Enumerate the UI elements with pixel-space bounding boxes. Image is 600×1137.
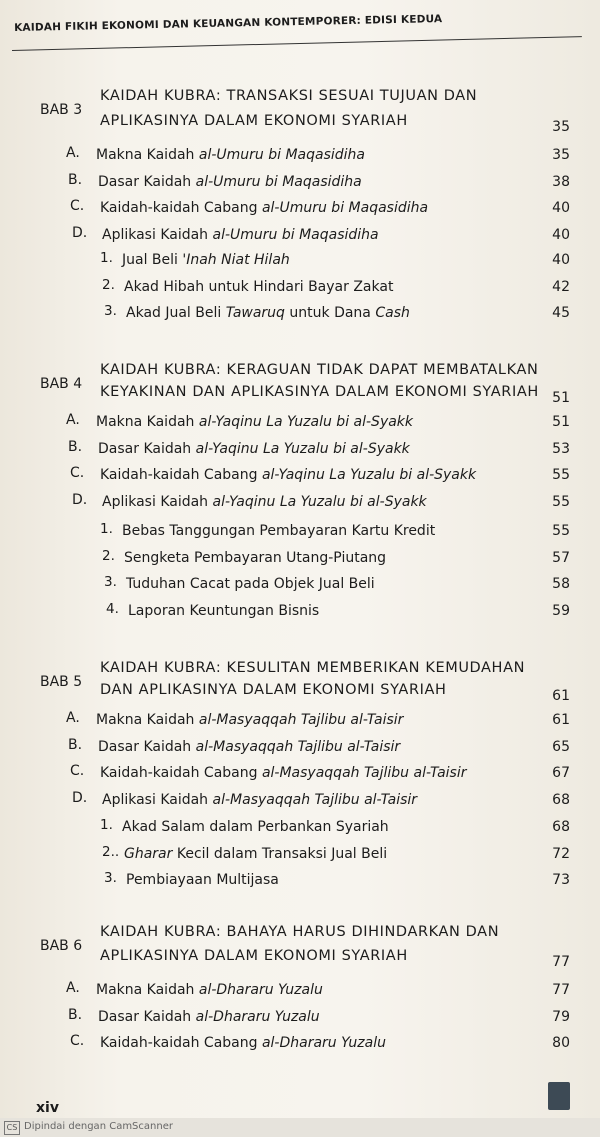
section-title-italic: al-Masyaqqah Tajlibu al-Taisir — [195, 738, 401, 755]
chapter-label: BAB 5 — [40, 674, 83, 690]
subsection-title — [128, 601, 319, 621]
subsection-number: 3. — [104, 574, 117, 590]
subsection-number: 2. — [102, 547, 115, 564]
section-page-number: 65 — [552, 738, 570, 755]
subsection-title — [126, 303, 410, 323]
subsection-title — [126, 574, 375, 594]
section-title — [96, 412, 413, 432]
section-page-number: 80 — [552, 1035, 570, 1051]
section-letter: B. — [68, 736, 83, 753]
section-title-italic: al-Masyaqqah Tajlibu al-Taisir — [212, 791, 418, 808]
section-page-number: 35 — [552, 147, 570, 163]
section-title — [100, 198, 428, 218]
section-title-text: Makna Kaidah — [96, 147, 199, 163]
section-letter: A. — [66, 980, 80, 996]
section-title-text: Dasar Kaidah — [98, 173, 196, 190]
section-title-italic: al-Umuru bi Maqasidiha — [195, 173, 362, 190]
section-title-italic: al-Yaqinu La Yuzalu bi al-Syakk — [212, 493, 427, 510]
subsection-number: 2. — [102, 276, 115, 293]
section-title-italic: al-Yaqinu La Yuzalu bi al-Syakk — [198, 414, 414, 430]
camscanner-logo-icon: CS — [4, 1121, 20, 1135]
chapter-page-number: 51 — [552, 390, 570, 406]
chapter-page-number: 77 — [552, 954, 570, 970]
subsection-title-text: Pembiayaan Multijasa — [126, 872, 279, 888]
section-title-italic: al-Yaqinu La Yuzalu bi al-Syakk — [261, 467, 477, 483]
subsection-title-text: Jual Beli — [122, 252, 183, 268]
section-letter: D. — [72, 224, 88, 241]
subsection-title-italic: 'Inah Niat Hilah — [182, 252, 290, 268]
chapter-title-line1: KAIDAH KUBRA: KERAGUAN TIDAK DAPAT MEMBATALKAN — [100, 362, 539, 378]
subsection-number: 1. — [100, 250, 113, 266]
section-letter: D. — [72, 789, 88, 806]
subsection-page-number: 55 — [552, 523, 570, 539]
subsection-title — [124, 277, 393, 297]
running-head-rule — [12, 36, 582, 51]
section-title — [96, 980, 323, 1000]
section-letter: B. — [68, 171, 83, 188]
section-title-italic: al-Dhararu Yuzalu — [195, 1008, 320, 1025]
section-title-text: Makna Kaidah — [96, 414, 199, 430]
subsection-number: 2.. — [102, 843, 120, 860]
subsection-title — [122, 521, 435, 541]
section-letter: C. — [70, 1033, 85, 1049]
subsection-title — [122, 250, 290, 270]
section-page-number: 55 — [552, 467, 570, 483]
section-letter: D. — [72, 491, 88, 508]
section-title-text: Kaidah-kaidah Cabang — [100, 765, 262, 781]
section-title-italic: al-Umuru bi Maqasidiha — [212, 226, 379, 243]
subsection-title-text: Sengketa Pembayaran Utang-Piutang — [124, 549, 387, 566]
subsection-title-tail: Kecil dalam Transaksi Jual Beli — [172, 845, 388, 862]
subsection-page-number: 68 — [552, 819, 570, 835]
section-page-number: 68 — [552, 791, 570, 808]
section-page-number: 53 — [552, 440, 570, 457]
section-title-italic: al-Masyaqqah Tajlibu al-Taisir — [198, 712, 404, 728]
subsection-title-italic: Tawaruq — [225, 305, 285, 321]
section-title — [96, 145, 365, 165]
section-title — [98, 439, 410, 459]
section-letter: C. — [70, 465, 85, 481]
section-title-text: Dasar Kaidah — [98, 738, 196, 755]
chapter-title-line2: APLIKASINYA DALAM EKONOMI SYARIAH — [100, 113, 408, 129]
section-title — [100, 763, 467, 783]
subsection-title — [122, 817, 389, 837]
section-title — [102, 492, 427, 512]
subsection-page-number: 58 — [552, 576, 570, 592]
section-page-number: 51 — [552, 414, 570, 430]
chapter-title-line1: KAIDAH KUBRA: TRANSAKSI SESUAI TUJUAN DAN — [100, 88, 478, 104]
section-title-italic: al-Dhararu Yuzalu — [198, 982, 323, 998]
section-title-italic: al-Umuru bi Maqasidiha — [261, 200, 429, 216]
subsection-title-italic: Gharar — [124, 845, 173, 862]
chapter-title-line1: KAIDAH KUBRA: KESULITAN MEMBERIKAN KEMUDAHAN — [100, 660, 526, 676]
section-title-text: Aplikasi Kaidah — [102, 226, 213, 243]
section-title-text: Aplikasi Kaidah — [102, 493, 213, 510]
section-page-number: 77 — [552, 982, 570, 998]
subsection-title-text: Bebas Tanggungan Pembayaran Kartu Kredit — [122, 523, 436, 539]
section-page-number: 55 — [552, 493, 570, 510]
section-title — [100, 1033, 386, 1053]
subsection-page-number: 59 — [552, 602, 570, 619]
section-letter: A. — [66, 412, 80, 428]
section-title-text: Dasar Kaidah — [98, 440, 196, 457]
section-title-text: Makna Kaidah — [96, 712, 199, 728]
page-corner-mark — [548, 1082, 570, 1110]
section-letter: B. — [68, 1006, 83, 1023]
subsection-page-number: 42 — [552, 278, 570, 295]
section-title — [102, 790, 417, 810]
subsection-number: 3. — [104, 870, 117, 886]
subsection-title — [126, 870, 279, 890]
section-title — [98, 1007, 320, 1027]
subsection-page-number: 40 — [552, 252, 570, 268]
section-title — [96, 710, 403, 730]
subsection-title-tail: untuk Dana — [284, 305, 376, 321]
subsection-page-number: 72 — [552, 845, 570, 862]
subsection-number: 1. — [100, 817, 113, 833]
subsection-title-text: Laporan Keuntungan Bisnis — [128, 602, 320, 619]
subsection-title — [124, 548, 386, 568]
section-page-number: 40 — [552, 226, 570, 243]
chapter-page-number: 61 — [552, 688, 570, 704]
section-letter: B. — [68, 438, 83, 455]
footer-page-number: xiv — [36, 1100, 59, 1116]
subsection-number: 4. — [106, 600, 119, 617]
subsection-title-text: Akad Jual Beli — [126, 305, 226, 321]
subsection-number: 1. — [100, 521, 113, 537]
subsection-title — [124, 844, 387, 864]
section-title-italic: al-Yaqinu La Yuzalu bi al-Syakk — [195, 440, 410, 457]
section-title-text: Dasar Kaidah — [98, 1008, 196, 1025]
chapter-title-line2: APLIKASINYA DALAM EKONOMI SYARIAH — [100, 948, 408, 964]
section-title-text: Kaidah-kaidah Cabang — [100, 200, 262, 216]
section-title — [102, 225, 379, 245]
section-letter: C. — [70, 198, 85, 214]
section-page-number: 67 — [552, 765, 570, 781]
chapter-title-line1: KAIDAH KUBRA: BAHAYA HARUS DIHINDARKAN DAN — [100, 924, 500, 940]
chapter-page-number: 35 — [552, 119, 570, 135]
section-title-italic: al-Umuru bi Maqasidiha — [198, 147, 365, 163]
section-letter: A. — [66, 145, 80, 161]
chapter-label: BAB 6 — [40, 938, 83, 954]
section-title-text: Kaidah-kaidah Cabang — [100, 467, 262, 483]
chapter-title-line2: DAN APLIKASINYA DALAM EKONOMI SYARIAH — [100, 682, 447, 698]
section-title-text: Aplikasi Kaidah — [102, 791, 213, 808]
subsection-number: 3. — [104, 303, 117, 319]
section-title-text: Kaidah-kaidah Cabang — [100, 1035, 262, 1051]
section-page-number: 38 — [552, 173, 570, 190]
section-title-italic: al-Dhararu Yuzalu — [261, 1035, 386, 1051]
section-page-number: 40 — [552, 200, 570, 216]
section-letter: A. — [66, 710, 80, 726]
subsection-title-italic-2: Cash — [375, 305, 410, 321]
section-title-text: Makna Kaidah — [96, 982, 199, 998]
section-title-italic: al-Masyaqqah Tajlibu al-Taisir — [261, 765, 467, 781]
chapter-label: BAB 3 — [40, 102, 83, 118]
subsection-page-number: 57 — [552, 549, 570, 566]
section-letter: C. — [70, 763, 85, 779]
section-title — [100, 465, 476, 485]
running-head: KAIDAH FIKIH EKONOMI DAN KEUANGAN KONTEMPORER: EDISI KEDUA — [14, 13, 443, 34]
subsection-title-text: Akad Salam dalam Perbankan Syariah — [122, 819, 389, 835]
scanner-watermark-text: Dipindai dengan CamScanner — [24, 1121, 173, 1132]
subsection-page-number: 73 — [552, 872, 570, 888]
section-page-number: 79 — [552, 1008, 570, 1025]
subsection-title-text: Akad Hibah untuk Hindari Bayar Zakat — [124, 278, 394, 295]
scanner-watermark — [0, 1118, 600, 1137]
subsection-title-text: Tuduhan Cacat pada Objek Jual Beli — [126, 576, 375, 592]
section-title — [98, 737, 400, 757]
section-page-number: 61 — [552, 712, 570, 728]
chapter-label: BAB 4 — [40, 376, 83, 392]
chapter-title-line2: KEYAKINAN DAN APLIKASINYA DALAM EKONOMI SYARIAH — [100, 384, 539, 400]
section-title — [98, 172, 362, 192]
subsection-page-number: 45 — [552, 305, 570, 321]
